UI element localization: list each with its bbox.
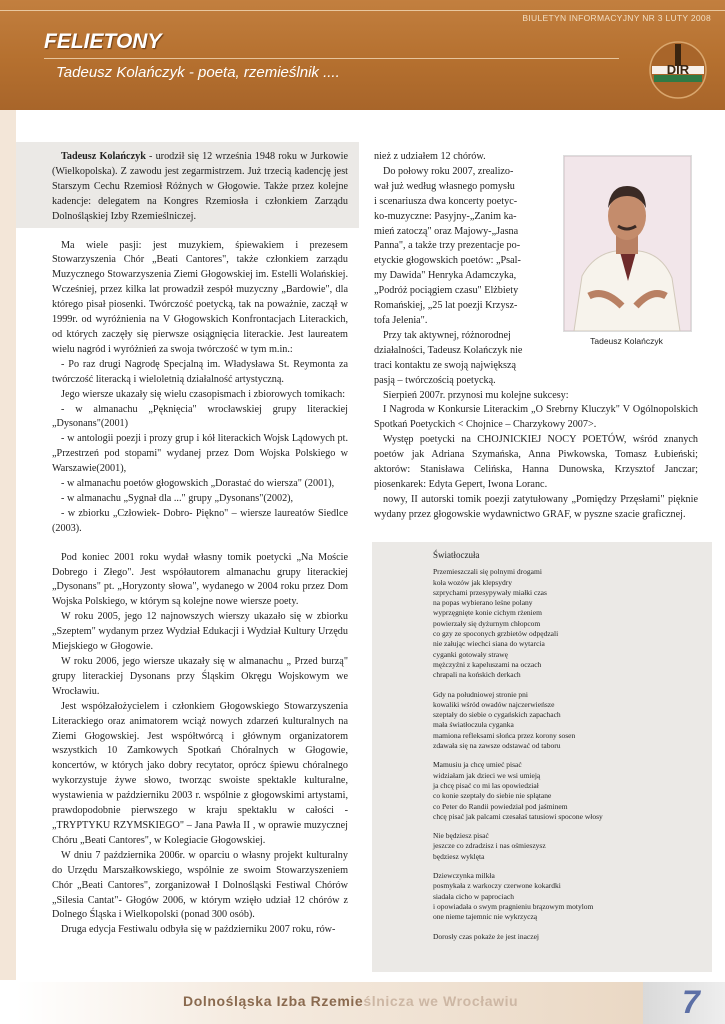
line: my Dawida" Henryka Adamczyka, — [374, 270, 517, 282]
author-photo — [563, 155, 692, 332]
poem-line: chcę pisać jak palcami czesałaś tatusiowi spocone włosy — [433, 811, 603, 821]
list-item: - w almanachu „Sygnał dla ..." grupy „Dysonans"(2002), — [61, 492, 294, 504]
list-item: - w antologii poezji i prozy grup i kół literackich Wojsk Lądowych pt. „Przestrzeń pod stopami" wydanej przez Dom Wojska Polskiego w Warszawie(2001), — [52, 433, 348, 475]
page-number: 7 — [682, 984, 700, 1020]
paragraph: Występ poetycki na CHOJNICKIEJ NOCY POETÓW, wśród znanych poetów jak Adriana Szymańska, Anna Piwkowska, Tomasz Łubieński; aktorów: Stanisława Celińska, Hanna Dunowska, Krzysztof Janczar; piosenkarek: Edyta Gepert, Iwona Loranc. — [374, 434, 698, 490]
paragraph: Druga edycja Festiwalu odbyła się w październiku 2007 roku, rów- — [61, 924, 336, 936]
list-item: - w almanachu „Pęknięcia" wrocławskiej grupy literackiej „Dysonans"(2001) — [52, 403, 348, 430]
poem-line: chrapali na końskich derkach — [433, 670, 521, 680]
bulletin-info: BIULETYN INFORMACYJNY NR 3 LUTY 2008 — [522, 13, 711, 23]
paragraph: Ma wiele pasji: jest muzykiem, śpiewakiem i prezesem Stowarzyszenia Chór „Beati Cantores", także członkiem zarządu Muzycznego Stowarzyszenia Ziemi Głogowskiej im. Estelli Wolańskiej. Wcześniej, przez kilka lat prowadził zespół muzyczny „Bardowie", dla którego pisał piosenki. Twórczość poetycką, tak na poważnie, zaczął w 1999r. od wyróżnienia na V Głogowskich Konfrontacjach Literackich, od których zaczęły się pierwsze osiągnięcia literackie. Jest laureatem wielu nagród i wyróżnień za swoja twórczość w tym m.in.: — [52, 239, 348, 355]
paragraph: Jego wiersze ukazały się wielu czasopismach i zbiorowych tomikach: — [61, 388, 346, 400]
paragraph: W dniu 7 października 2006r. w oparciu o własny projekt kulturalny do Urzędu Marszałkowskiego, wspólnie ze swoim Stowarzyszeniem Chór „Beati Cantores", zorganizował I Dolnośląski Festiwal Chórów „Silesia Cantat"- Głogów 2006, w którym wzięło udział 12 chórów z Dolnego Śląska i Wielkopolski (ponad 300 osób). — [52, 849, 348, 921]
poem-line: szeptały do siebie o cygańskich zapachach — [433, 710, 561, 720]
poem-line: ja chcę pisać co mi las opowiedział — [433, 780, 539, 790]
paragraph: nowy, II autorski tomik poezji zatytułowany „Pomiędzy Przęsłami" pięknie wydany przez głogowskie wydawnictwo GRAF, w pyszne szacie graficznej. — [374, 493, 698, 520]
line: nież z udziałem 12 chórów. — [374, 151, 486, 162]
poem-line: Przemieszczali się polnymi drogami — [433, 567, 542, 577]
poem-line: wyprzęgnięte konie cichym rżeniem — [433, 608, 542, 618]
poem-line: i opowiadała o swym pragnieniu brązowym motylom — [433, 901, 594, 911]
line: Przy tak aktywnej, różnorodnej — [383, 329, 511, 341]
list-item: - w almanachu poetów głogowskich „Dorastać do wiersza" (2001), — [61, 478, 335, 490]
poem-line: kowaliki wśród owadów najczerwieńsze — [433, 699, 555, 709]
paragraph: I Nagroda w Konkursie Literackim „O Srebrny Kluczyk" V Ogólnopolskich Spotkań Poetyckich < Chojnice – Charzykowy 2007>. — [374, 404, 698, 431]
poem-stanza — [433, 690, 703, 752]
poem-line: zdawała się na zawsze odstawać od taboru — [433, 741, 561, 751]
line: Panna", a także trzy prezentacje po- — [374, 240, 521, 252]
line: etyckie głogowskich poetów: „Psal- — [374, 255, 521, 267]
line: ko-muzyczne: Pasyjny-„Zanim ka- — [374, 210, 517, 222]
paragraph: W roku 2006, jego wiersze ukazały się w almanachu „ Przed burzą" grupy literackiej Dysonans przy Śląskim Okręgu Wojskowym we Wrocławiu. — [52, 656, 348, 697]
logo-letters: DIR — [666, 62, 690, 77]
intro-text: - urodził się 12 września 1948 roku w Jurkowie (Wielkopolska). Z zawodu jest zegarmistrzem. Już trzecią kadencję jest Starszym Cechu Rzemiosł Różnych w Głogowie. Także przez kolejne kadencje: delegatem na Kongres Rzemiosła i członkiem Zarządu Dolnośląskiej Izby Rzemieślniczej. — [52, 151, 349, 222]
poem-line: szprychami przesypywały miałki czas — [433, 587, 547, 597]
line: wał już według własnego pomysłu — [374, 180, 515, 192]
poem-title: Światłoczuła — [433, 550, 480, 560]
poem-line: mamiona refleksami słońca przez korony sosen — [433, 730, 576, 740]
line: „Podróż pociągiem czasu" Elżbiety — [374, 285, 519, 297]
poem-line: nie załując wiechci siana do wytarcia — [433, 639, 545, 649]
poem-line: widziałam jak dzieci we wsi umieją — [433, 770, 541, 780]
poem-stanza — [433, 871, 703, 922]
article-subtitle: Tadeusz Kolańczyk - poeta, rzemieślnik .... — [56, 64, 340, 81]
section-title: FELIETONY — [44, 30, 162, 53]
text-beside-photo — [374, 150, 552, 389]
poem-stanza — [433, 932, 703, 942]
poem-line: Dorosły czas pokaże że jest inaczej — [433, 931, 539, 941]
poem-line: na popas wybierano leśne polany — [433, 598, 533, 608]
poem-line: cyganki gotowały strawę — [433, 649, 508, 659]
intro-name: Tadeusz Kolańczyk — [61, 151, 146, 162]
line: traci kontaktu ze swoją największą — [374, 359, 517, 371]
poem-line: mała światłoczuła cyganka — [433, 720, 514, 730]
poem-line: co konie szeptały do siebie nie spłątane — [433, 791, 552, 801]
article-column-left — [52, 150, 348, 938]
line: Do połowy roku 2007, zrealizo- — [383, 165, 514, 177]
header-rule — [0, 10, 725, 11]
paragraph: Jest współzałożycielem i członkiem Głogowskiego Stowarzyszenia Literackiego oraz animatorem wciąż nowych zdarzeń kulturalnych na Ziemi Głogowskiej. Jest współtwórcą i głównym organizatorem wszystkich 10 Zamkowych Spotkań Chóralnych w Głogowie, koncertów, w których jako dobry recytator, oprócz śpiewu chóralnego wykorzystuje żywe słowo, tworząc swoiste spektakle kulturalne, wystawienia w październiku 2003 r. wspólnie z głogowskimi artystami, prawdopodobnie pierwszego w kraju spektaklu w całości - „TRYPTYKU RZYMSKIEGO" – Jana Pawła II , w oprawie muzycznej Chóru „Beati Cantores", w Kolegiacie Głogowskiej. — [52, 700, 348, 846]
poem-line: co Peter do Randii powiedział pod jaśminem — [433, 801, 568, 811]
paragraph: Pod koniec 2001 roku wydał własny tomik poetycki „Na Moście Dobrego i Złego". Jest współautorem almanachu grupy literackiej „Dysonans" pt. „Horyzonty słowa", wydanego w 2004 roku przez Dom Wojska Polskiego, w którym są kolejne nowe wiersze poety. — [52, 551, 348, 608]
line: mień zatoczą" oraz Majowy-„Jasna — [374, 225, 519, 237]
poem-line: Gdy na południowej stronie pni — [433, 689, 528, 699]
photo-caption: Tadeusz Kolańczyk — [590, 336, 663, 346]
paragraph: Sierpień 2007r. przynosi mu kolejne sukcesy: — [383, 389, 569, 401]
poem-line: mężczyźni z kapeluszami na oczach — [433, 659, 542, 669]
footer-text-main: Dolnośląska Izba Rzemie — [183, 993, 364, 1009]
poem-stanza — [433, 567, 703, 680]
poem-line: powierzały się dyżurnym chłopcom — [433, 618, 541, 628]
line: i scenariusza dwa koncerty poetyc- — [374, 195, 518, 207]
paragraph: W roku 2005, jego 12 najnowszych wierszy ukazało się w zbiorku „Szeptem" wydanym przez Wydział Edukacji i Wydział Kultury Urzędu Miejskiego w Głogowie. — [52, 611, 348, 653]
poem-line: one nieme tajemnic nie wykrzyczą — [433, 912, 538, 922]
poem-line: jeszcze co zdradzisz i nas ośmieszysz — [433, 841, 546, 851]
title-divider — [44, 58, 619, 59]
poem-line: Dziewczynka milkła — [433, 871, 495, 881]
dir-logo-icon — [648, 40, 708, 100]
poem — [433, 550, 703, 951]
left-margin-stripe — [0, 110, 16, 980]
footer-text-faded: ślnicza we Wrocławiu — [363, 993, 519, 1009]
intro-paragraph — [52, 150, 348, 225]
line: działalności, Tadeusz Kolańczyk nie — [374, 344, 523, 356]
poem-line: będziesz wyklęta — [433, 851, 485, 861]
paragraph: - Po raz drugi Nagrodę Specjalną im. Władysława St. Reymonta za twórczość literacką i wieloletnią działalność artystyczną. — [52, 358, 348, 385]
poem-line: koła wozów jak klepsydry — [433, 577, 512, 587]
poem-stanza — [433, 760, 703, 822]
poem-line: siadała cicho w paprociach — [433, 891, 515, 901]
poem-line: posmykała z warkoczy czerwone kokardki — [433, 881, 561, 891]
poem-line: Nie będziesz pisać — [433, 831, 489, 841]
poem-stanza — [433, 831, 703, 862]
line: tofa Jelenia". — [374, 314, 428, 326]
list-item: - w zbiorku „Człowiek- Dobro- Piękno" – wiersze laureatów Siedlce (2003). — [52, 507, 348, 534]
line: Romańskiej, „25 lat poezji Krzysz- — [374, 300, 518, 312]
poem-line: co gzy ze spoconych grzbietów odpędzali — [433, 629, 559, 639]
footer-organization — [183, 993, 518, 1009]
line: pasją – twórczością poetycką. — [374, 374, 496, 386]
poem-line: Mamusiu ja chcę umieć pisać — [433, 760, 522, 770]
